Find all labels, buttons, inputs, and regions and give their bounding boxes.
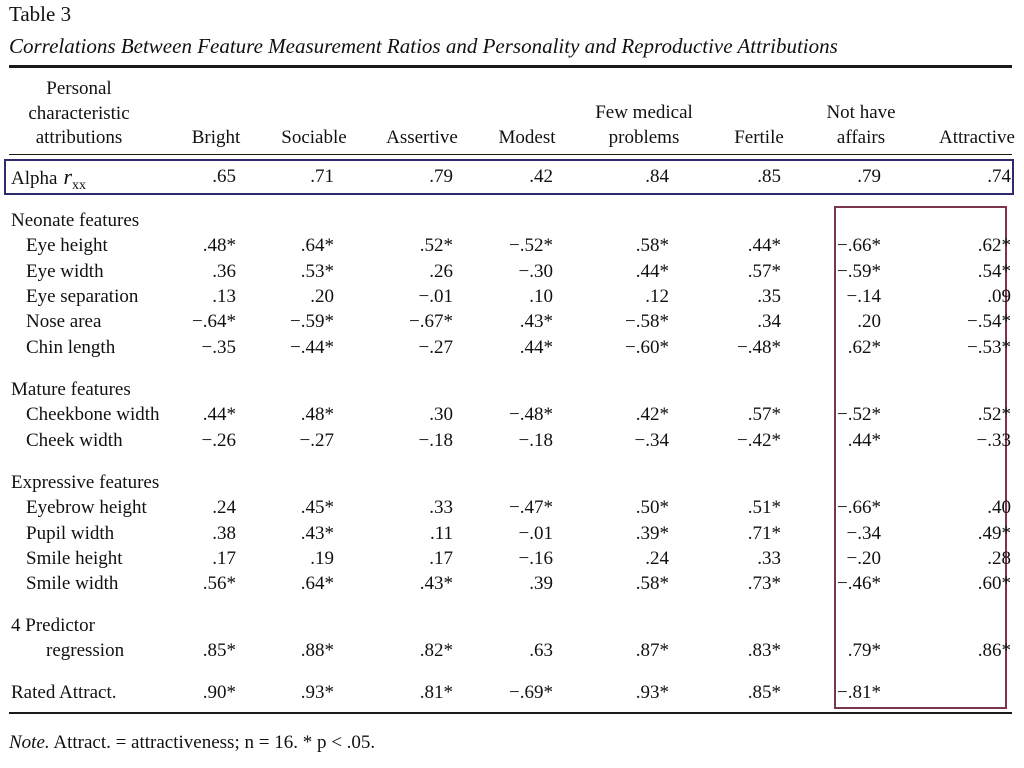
- table-note: [9, 732, 375, 754]
- table-cell: −.66*: [837, 235, 881, 257]
- table-cell: .49*: [977, 522, 1011, 544]
- table-cell: .40: [987, 497, 1011, 519]
- table-cell: .10: [529, 285, 553, 307]
- table-cell: .58*: [635, 573, 669, 595]
- row-label: regression: [46, 640, 125, 661]
- table-cell: −.67*: [409, 311, 453, 333]
- table-cell: −.44*: [290, 336, 334, 358]
- row-label: Smile width: [26, 573, 119, 595]
- table-cell: −.59*: [837, 260, 881, 282]
- table-cell: −.42*: [737, 429, 781, 451]
- table-cell: .88*: [300, 640, 334, 661]
- table-cell: .35: [757, 285, 781, 307]
- table-cell: −.16: [518, 547, 553, 569]
- bottom-rule: [9, 712, 1012, 714]
- table-cell: .54*: [977, 260, 1011, 282]
- table-cell: .48*: [300, 404, 334, 426]
- table-cell: −.34: [634, 429, 669, 451]
- table-cell: .64*: [300, 235, 334, 257]
- alpha-label-text: Alpha: [11, 168, 58, 189]
- table-cell: −.18: [518, 429, 553, 451]
- table-cell: −.52*: [509, 235, 553, 257]
- table-cell: .87*: [635, 640, 669, 661]
- column-header: Fertile: [734, 127, 784, 148]
- table-cell: .85: [757, 166, 781, 187]
- table-cell: .93*: [635, 682, 669, 703]
- section-title: Expressive features: [11, 472, 160, 493]
- table-cell: .52*: [419, 235, 453, 257]
- table-cell: −.47*: [509, 497, 553, 519]
- table-cell: .44*: [202, 404, 236, 426]
- row-label: Eye width: [26, 260, 104, 282]
- table-cell: −.59*: [290, 311, 334, 333]
- column-header: affairs: [836, 127, 886, 148]
- row-label: Nose area: [26, 311, 102, 333]
- table-cell: .84: [645, 166, 669, 187]
- table-cell: −.01: [518, 522, 553, 544]
- table-cell: −.60*: [625, 336, 669, 358]
- table-cell: .79: [429, 166, 453, 187]
- row-label: Rated Attract.: [11, 682, 117, 703]
- table-cell: .44*: [847, 429, 881, 451]
- table-cell: .85*: [202, 640, 236, 661]
- table-cell: .39: [529, 573, 553, 595]
- row-label: Eye separation: [26, 285, 139, 307]
- row-label: Smile height: [26, 547, 123, 569]
- table-cell: .62*: [847, 336, 881, 358]
- table-cell: .71*: [747, 522, 781, 544]
- row-label: Eyebrow height: [26, 497, 147, 519]
- table-cell: −.27: [299, 429, 334, 451]
- table-cell: .20: [310, 285, 334, 307]
- table-cell: −.18: [418, 429, 453, 451]
- table-cell: .57*: [747, 404, 781, 426]
- alpha-subscript: xx: [72, 177, 86, 193]
- table-cell: .74: [987, 166, 1011, 187]
- table-cell: −.30: [518, 260, 553, 282]
- column-header: Attractive: [939, 127, 1015, 148]
- table-cell: .52*: [977, 404, 1011, 426]
- note-text: Attract. = attractiveness; n = 16. * p < .05.: [53, 732, 376, 753]
- table-cell: .44*: [519, 336, 553, 358]
- table-cell: .63: [529, 640, 553, 661]
- table-cell: .34: [757, 311, 781, 333]
- table-cell: .79: [857, 166, 881, 187]
- table-cell: −.46*: [837, 573, 881, 595]
- table-cell: .93*: [300, 682, 334, 703]
- table-cell: .11: [429, 522, 453, 544]
- table-cell: −.26: [201, 429, 236, 451]
- table-cell: .42: [529, 166, 553, 187]
- row-label: Pupil width: [26, 522, 115, 544]
- table-cell: .13: [212, 285, 236, 307]
- table-cell: .33: [429, 497, 453, 519]
- table-cell: .62*: [977, 235, 1011, 257]
- header-rule: [9, 154, 1012, 155]
- table-cell: −.53*: [967, 336, 1011, 358]
- table-cell: .43*: [419, 573, 453, 595]
- table-cell: .44*: [635, 260, 669, 282]
- row-header-line: Personal: [46, 78, 112, 99]
- regression-label-line1: 4 Predictor: [11, 615, 95, 636]
- table-title: Correlations Between Feature Measurement Ratios and Personality and Reproductive Attributions: [9, 34, 838, 58]
- table-cell: .30: [429, 404, 453, 426]
- row-header-line: characteristic: [28, 102, 130, 124]
- table-cell: −.69*: [509, 682, 553, 703]
- column-header: Not have: [826, 102, 896, 123]
- table-cell: .43*: [300, 522, 334, 544]
- table-cell: .85*: [747, 682, 781, 703]
- table-cell: .53*: [300, 260, 334, 282]
- table-cell: −.64*: [192, 311, 236, 333]
- table-cell: .51*: [747, 497, 781, 519]
- table-cell: .79*: [847, 640, 881, 661]
- note-lead: Note.: [9, 732, 50, 753]
- table-cell: .39*: [635, 522, 669, 544]
- column-header: Modest: [498, 127, 556, 148]
- section-title: Neonate features: [11, 210, 140, 231]
- column-header: Sociable: [281, 127, 347, 148]
- table-cell: .09: [987, 285, 1011, 307]
- row-label: Chin length: [26, 336, 116, 358]
- table-cell: .64*: [300, 573, 334, 595]
- table-cell: .45*: [300, 497, 334, 519]
- table-cell: −.58*: [625, 311, 669, 333]
- table-cell: .17: [429, 547, 453, 569]
- table-cell: .42*: [635, 404, 669, 426]
- table-cell: .81*: [419, 682, 453, 703]
- table-cell: .20: [857, 311, 881, 333]
- table-cell: −.14: [846, 285, 881, 307]
- table-cell: .24: [212, 497, 236, 519]
- column-header: Few medical: [595, 102, 693, 123]
- table-cell: .82*: [419, 640, 453, 661]
- table-cell: .44*: [747, 235, 781, 257]
- table-cell: .28: [987, 547, 1011, 569]
- table-cell: .38: [212, 522, 236, 544]
- top-rule: [9, 65, 1012, 68]
- table-cell: −.01: [418, 285, 453, 307]
- table-cell: .58*: [635, 235, 669, 257]
- table-cell: −.48*: [737, 336, 781, 358]
- table-cell: .56*: [202, 573, 236, 595]
- table-cell: −.33: [976, 429, 1011, 451]
- column-header: Assertive: [386, 127, 458, 148]
- table-cell: .71: [310, 166, 334, 187]
- row-label: Cheek width: [26, 429, 123, 451]
- row-header-line: attributions: [35, 127, 123, 148]
- table-cell: .57*: [747, 260, 781, 282]
- table-cell: −.34: [846, 522, 881, 544]
- table-cell: −.20: [846, 547, 881, 569]
- table-cell: .43*: [519, 311, 553, 333]
- table-cell: .17: [212, 547, 236, 569]
- table-cell: .86*: [977, 640, 1011, 661]
- table-cell: .19: [310, 547, 334, 569]
- table-cell: −.48*: [509, 404, 553, 426]
- table-cell: .33: [757, 547, 781, 569]
- table-cell: .65: [212, 166, 236, 187]
- table-cell: .24: [645, 547, 669, 569]
- table-cell: .12: [645, 285, 669, 307]
- table-cell: .50*: [635, 497, 669, 519]
- table-cell: .48*: [202, 235, 236, 257]
- column-header: problems: [608, 127, 680, 148]
- table-cell: −.27: [418, 336, 453, 358]
- table-cell: .60*: [977, 573, 1011, 595]
- row-label: Cheekbone width: [26, 404, 160, 426]
- table-cell: −.35: [201, 336, 236, 358]
- section-title: Mature features: [11, 379, 131, 400]
- row-label: Eye height: [26, 235, 108, 257]
- table-cell: .73*: [747, 573, 781, 595]
- table-label: Table 3: [9, 2, 72, 26]
- table-cell: −.54*: [967, 311, 1011, 333]
- table-cell: .36: [212, 260, 236, 282]
- table-cell: −.52*: [837, 404, 881, 426]
- alpha-symbol: r: [63, 164, 72, 189]
- table-cell: −.81*: [837, 682, 881, 703]
- table-cell: .83*: [747, 640, 781, 661]
- column-header: Bright: [191, 127, 241, 148]
- alpha-label: [11, 165, 86, 198]
- table-cell: .90*: [202, 682, 236, 703]
- table-cell: −.66*: [837, 497, 881, 519]
- table-cell: .26: [429, 260, 453, 282]
